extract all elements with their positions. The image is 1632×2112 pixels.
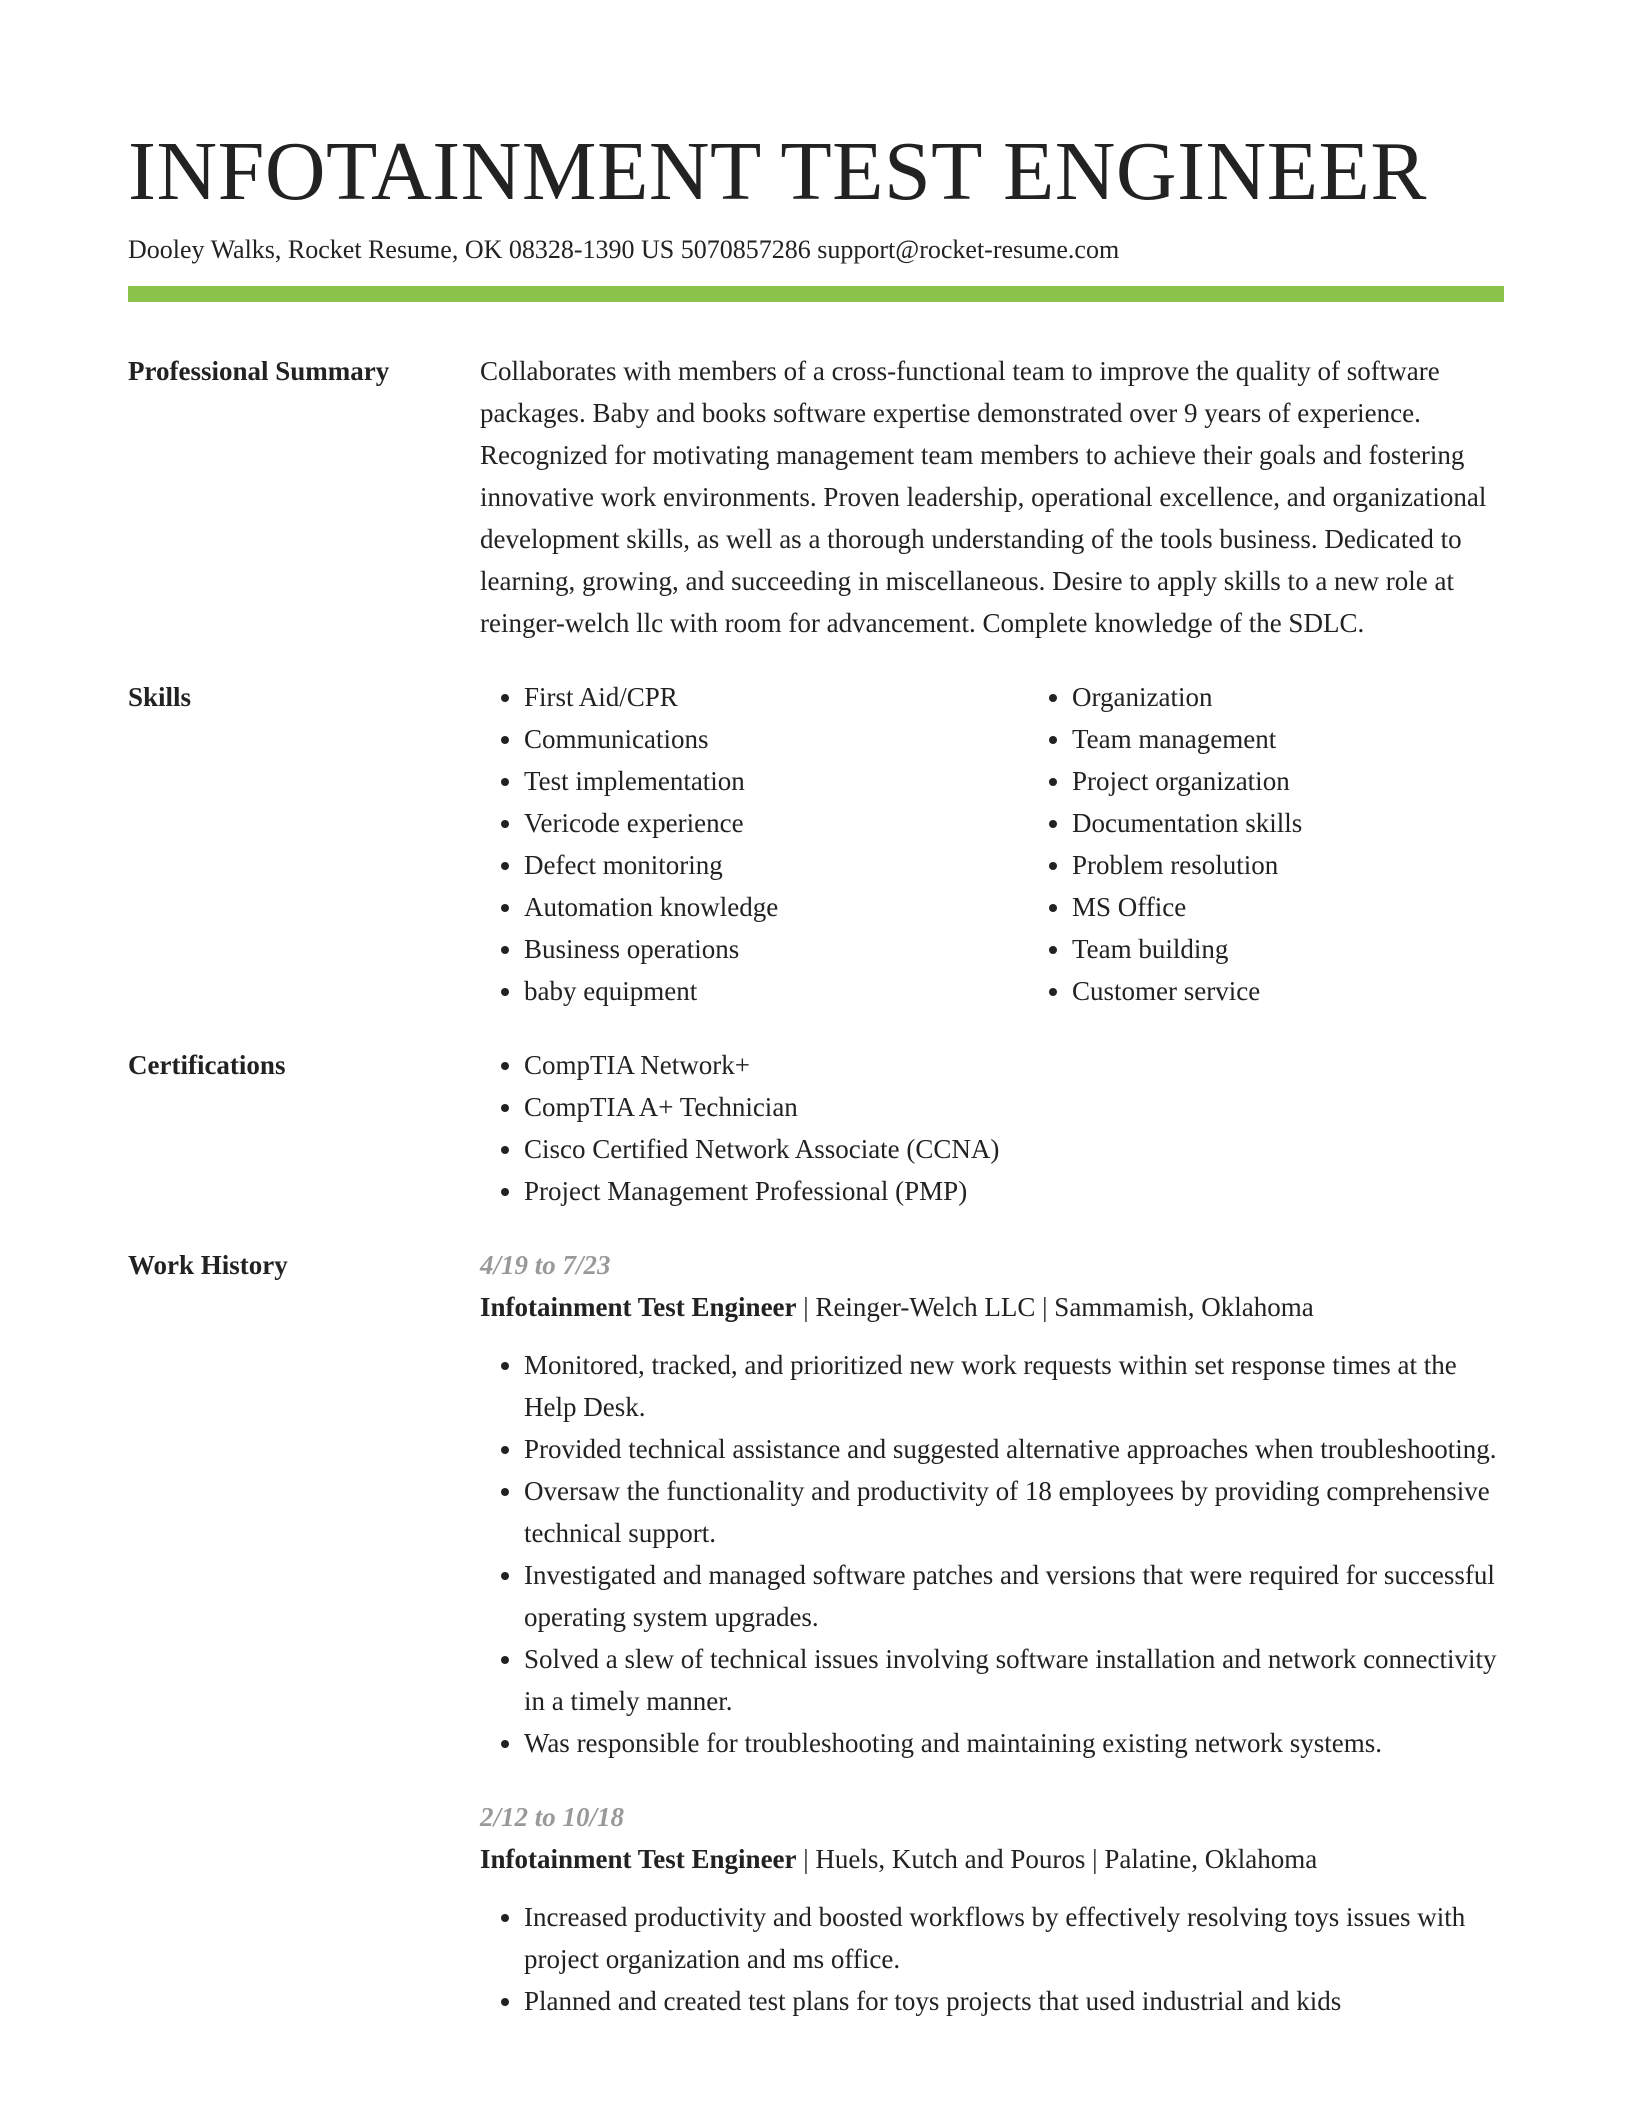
skill-item: • Organization xyxy=(1072,676,1576,718)
skill-item: • MS Office xyxy=(1072,886,1576,928)
job-dates: 2/12 to 10/18 xyxy=(480,1802,625,1832)
skill-item: • baby equipment xyxy=(524,970,1028,1012)
job-bullets xyxy=(480,1344,1504,1764)
section-body xyxy=(480,1244,1504,2054)
skill-item: • Documentation skills xyxy=(1072,802,1576,844)
skill-item: • Team building xyxy=(1072,928,1576,970)
skill-item: • Customer service xyxy=(1072,970,1576,1012)
job-bullet: • Oversaw the functionality and productivity of 18 employees by providing comprehensive technical support. xyxy=(524,1470,1504,1554)
certification-item: • CompTIA A+ Technician xyxy=(524,1086,1504,1128)
skill-item: • Problem resolution xyxy=(1072,844,1576,886)
section-skills xyxy=(128,676,1504,1012)
skill-item: • Vericode experience xyxy=(524,802,1028,844)
job-bullet: • Provided technical assistance and suggested alternative approaches when troubleshooting. xyxy=(524,1428,1504,1470)
section-work-history xyxy=(128,1244,1504,2054)
skill-item: • Business operations xyxy=(524,928,1028,970)
skill-item: • Communications xyxy=(524,718,1028,760)
resume-title: INFOTAINMENT TEST ENGINEER xyxy=(128,125,1427,218)
certifications-list xyxy=(480,1044,1504,1212)
certification-item: • CompTIA Network+ xyxy=(524,1044,1504,1086)
job-bullet: • Planned and created test plans for toys projects that used industrial and kids xyxy=(524,1980,1504,2022)
skill-item: • Defect monitoring xyxy=(524,844,1028,886)
section-certifications xyxy=(128,1044,1504,1212)
section-body xyxy=(480,1044,1504,1212)
job-bullet: • Monitored, tracked, and prioritized new work requests within set response times at the Help Desk. xyxy=(524,1344,1504,1428)
skill-item: • Team management xyxy=(1072,718,1576,760)
section-label: Skills xyxy=(128,682,192,712)
summary-text: Collaborates with members of a cross-functional team to improve the quality of software packages. Baby and books software expertise demonstrated over 9 years of experience. Recognized for motivating management team members to achieve their goals and fostering innovative work environments. Proven leadership, operational excellence, and organizational development skills, as well as a thorough understanding of the tools business. Dedicated to learning, growing, and succeeding in miscellaneous. Desire to apply skills to a new role at reinger-welch llc with room for advancement. Complete knowledge of the SDLC. xyxy=(480,356,1487,638)
section-label: Professional Summary xyxy=(128,356,390,386)
job-heading xyxy=(480,1838,1504,1880)
skill-item: • First Aid/CPR xyxy=(524,676,1028,718)
certification-item: • Cisco Certified Network Associate (CCNA) xyxy=(524,1128,1504,1170)
section-professional-summary xyxy=(128,350,1504,644)
contact-line: Dooley Walks, Rocket Resume, OK 08328-1390 US 5070857286 support@rocket-resume.com xyxy=(128,235,1120,264)
skill-item: • Test implementation xyxy=(524,760,1028,802)
job-title: Infotainment Test Engineer xyxy=(480,1292,797,1322)
job-entry xyxy=(480,1244,1504,1764)
job-bullet: • Increased productivity and boosted workflows by effectively resolving toys issues with project organization and ms office. xyxy=(524,1896,1504,1980)
job-entry xyxy=(480,1796,1504,2022)
job-details: | Reinger-Welch LLC | Sammamish, Oklahoma xyxy=(796,1292,1314,1322)
skills-list-left xyxy=(480,676,1028,1012)
job-heading xyxy=(480,1286,1504,1328)
job-details: | Huels, Kutch and Pouros | Palatine, Oklahoma xyxy=(796,1844,1318,1874)
job-bullet: • Investigated and managed software patches and versions that were required for successful operating system upgrades. xyxy=(524,1554,1504,1638)
section-body xyxy=(480,350,1504,644)
skills-list-right xyxy=(1028,676,1576,1012)
job-title: Infotainment Test Engineer xyxy=(480,1844,797,1874)
skills-columns xyxy=(480,676,1576,1012)
section-label: Certifications xyxy=(128,1050,286,1080)
section-label: Work History xyxy=(128,1250,288,1280)
job-bullets xyxy=(480,1896,1504,2022)
job-dates: 4/19 to 7/23 xyxy=(480,1250,611,1280)
certification-item: • Project Management Professional (PMP) xyxy=(524,1170,1504,1212)
skill-item: • Automation knowledge xyxy=(524,886,1028,928)
skill-item: • Project organization xyxy=(1072,760,1576,802)
job-bullet: • Was responsible for troubleshooting and maintaining existing network systems. xyxy=(524,1722,1504,1764)
accent-divider xyxy=(128,286,1504,302)
resume-sections xyxy=(128,350,1504,2086)
job-bullet: • Solved a slew of technical issues involving software installation and network connectivity in a timely manner. xyxy=(524,1638,1504,1722)
